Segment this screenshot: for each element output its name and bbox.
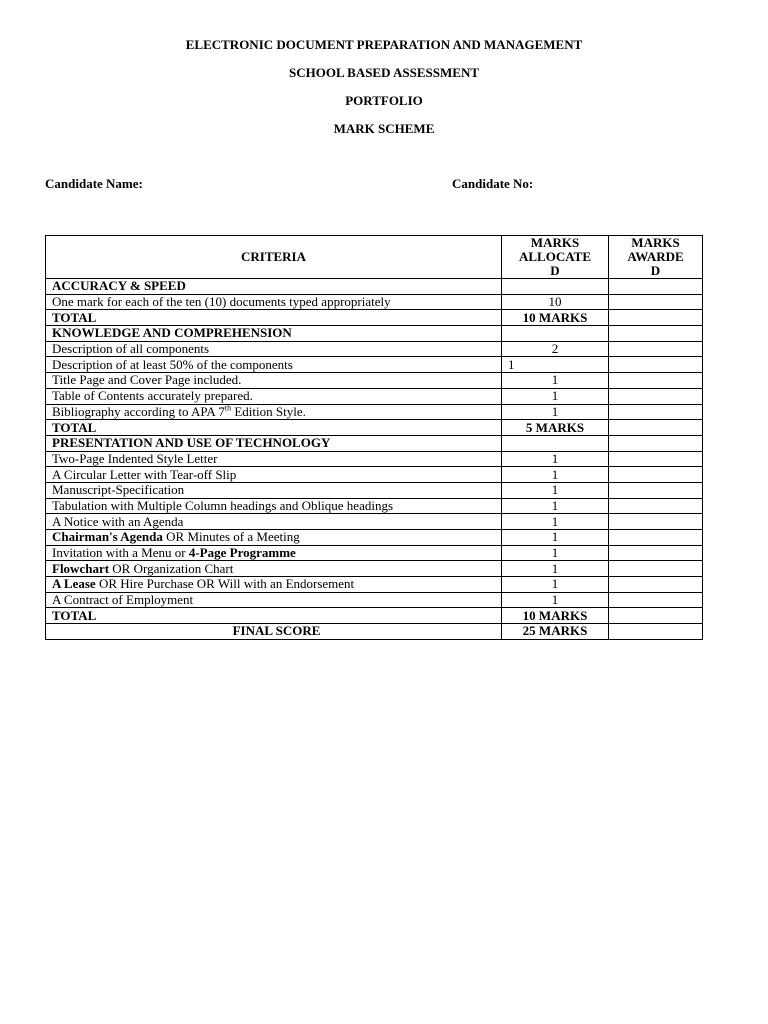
marks-allocated-cell: 1 [502, 545, 609, 561]
total-marks: 10 MARKS [502, 608, 609, 624]
marks-allocated-cell: 1 [502, 451, 609, 467]
marks-allocated-cell: 1 [502, 467, 609, 483]
marks-allocated-cell [502, 435, 609, 451]
final-score-label: FINAL SCORE [46, 624, 502, 640]
marks-awarded-cell [609, 514, 703, 530]
marks-awarded-cell [609, 279, 703, 295]
section-heading-presentation: PRESENTATION AND USE OF TECHNOLOGY [46, 435, 502, 451]
table-row [46, 482, 703, 498]
criteria-text: Edition Style. [231, 404, 306, 419]
marks-allocated-cell: 1 [502, 514, 609, 530]
header-marks-allocated: MARKS ALLOCATE D [502, 236, 609, 279]
criteria-cell [46, 561, 502, 577]
table-row [46, 514, 703, 530]
table-row [46, 498, 703, 514]
table-row [46, 388, 703, 404]
marks-allocated-cell: 1 [502, 357, 609, 373]
table-row [46, 326, 703, 342]
criteria-cell [46, 577, 502, 593]
criteria-cell: Description of at least 50% of the components [46, 357, 502, 373]
document-subtitle-mark-scheme: MARK SCHEME [333, 121, 435, 136]
criteria-text: Bibliography according to APA 7 [52, 404, 225, 419]
marks-awarded-cell [609, 435, 703, 451]
criteria-cell: A Contract of Employment [46, 592, 502, 608]
table-row [46, 435, 703, 451]
total-marks: 5 MARKS [502, 420, 609, 436]
table-header-row [46, 236, 703, 279]
marks-awarded-cell [609, 404, 703, 420]
table-row [46, 294, 703, 310]
candidate-number-label: Candidate No: [452, 176, 534, 191]
marks-allocated-cell: 1 [502, 498, 609, 514]
marks-allocated-cell: 1 [502, 482, 609, 498]
total-marks: 10 MARKS [502, 310, 609, 326]
table-row [46, 592, 703, 608]
table-row [46, 279, 703, 295]
criteria-cell: One mark for each of the ten (10) documents typed appropriately [46, 294, 502, 310]
total-label: TOTAL [46, 608, 502, 624]
criteria-cell: Description of all components [46, 341, 502, 357]
marks-awarded-cell [609, 482, 703, 498]
table-row [46, 451, 703, 467]
document-title: ELECTRONIC DOCUMENT PREPARATION AND MANAGEMENT [185, 37, 583, 52]
section-heading-accuracy: ACCURACY & SPEED [46, 279, 502, 295]
criteria-cell: Table of Contents accurately prepared. [46, 388, 502, 404]
total-label: TOTAL [46, 420, 502, 436]
marks-awarded-cell [609, 608, 703, 624]
criteria-cell: Two-Page Indented Style Letter [46, 451, 502, 467]
total-label: TOTAL [46, 310, 502, 326]
table-row [46, 561, 703, 577]
criteria-cell: Title Page and Cover Page included. [46, 373, 502, 389]
document-subtitle-assessment: SCHOOL BASED ASSESSMENT [288, 65, 480, 80]
criteria-text: OR Organization Chart [109, 560, 234, 576]
marks-allocated-cell: 1 [502, 561, 609, 577]
marks-awarded-cell [609, 451, 703, 467]
table-row [46, 545, 703, 561]
table-row [46, 404, 703, 420]
final-score-marks: 25 MARKS [502, 624, 609, 640]
marks-allocated-cell [502, 279, 609, 295]
marks-awarded-cell [609, 577, 703, 593]
table-row [46, 624, 703, 640]
marks-allocated-cell: 1 [502, 373, 609, 389]
criteria-cell: Tabulation with Multiple Column headings and Oblique headings [46, 498, 502, 514]
table-row [46, 357, 703, 373]
marks-awarded-cell [609, 545, 703, 561]
table-row [46, 467, 703, 483]
marks-allocated-cell [502, 326, 609, 342]
marks-awarded-cell [609, 498, 703, 514]
section-heading-knowledge: KNOWLEDGE AND COMPREHENSION [46, 326, 502, 342]
marks-awarded-cell [609, 326, 703, 342]
criteria-text: Invitation with a Menu or [52, 545, 189, 561]
candidate-name-label: Candidate Name: [45, 176, 143, 191]
marks-awarded-cell [609, 341, 703, 357]
marks-allocated-cell: 1 [502, 577, 609, 593]
criteria-bold-text: Flowchart [52, 560, 110, 576]
table-row [46, 577, 703, 593]
marks-awarded-cell [609, 294, 703, 310]
criteria-cell: Manuscript-Specification [46, 482, 502, 498]
criteria-text: OR Minutes of a Meeting [162, 529, 300, 545]
criteria-cell: A Notice with an Agenda [46, 514, 502, 530]
marks-awarded-cell [609, 310, 703, 326]
marks-allocated-cell: 2 [502, 341, 609, 357]
criteria-bold-text: Chairman's Agenda [52, 529, 163, 545]
table-row [46, 530, 703, 546]
marks-allocated-cell: 1 [502, 388, 609, 404]
criteria-bold-text: 4-Page Programme [188, 545, 296, 561]
marks-awarded-cell [609, 373, 703, 389]
marks-allocated-cell: 1 [502, 404, 609, 420]
superscript-text: th [224, 404, 232, 413]
table-row [46, 420, 703, 436]
criteria-cell: A Circular Letter with Tear-off Slip [46, 467, 502, 483]
mark-scheme-table [45, 235, 703, 640]
table-row [46, 310, 703, 326]
marks-awarded-cell [609, 467, 703, 483]
document-subtitle-portfolio: PORTFOLIO [345, 93, 423, 108]
marks-awarded-cell [609, 592, 703, 608]
marks-awarded-cell [609, 530, 703, 546]
criteria-text: OR Hire Purchase OR Will with an Endorsement [95, 576, 355, 592]
header-marks-awarded: MARKS AWARDE D [609, 236, 703, 279]
table-row [46, 373, 703, 389]
criteria-cell [46, 404, 502, 420]
marks-allocated-cell: 10 [502, 294, 609, 310]
criteria-cell [46, 545, 502, 561]
marks-allocated-cell: 1 [502, 530, 609, 546]
marks-awarded-cell [609, 624, 703, 640]
criteria-cell [46, 530, 502, 546]
marks-allocated-cell: 1 [502, 592, 609, 608]
header-criteria: CRITERIA [46, 236, 502, 279]
marks-awarded-cell [609, 388, 703, 404]
table-row [46, 608, 703, 624]
marks-awarded-cell [609, 357, 703, 373]
marks-awarded-cell [609, 420, 703, 436]
marks-awarded-cell [609, 561, 703, 577]
table-row [46, 341, 703, 357]
criteria-bold-text: A Lease [52, 576, 96, 592]
